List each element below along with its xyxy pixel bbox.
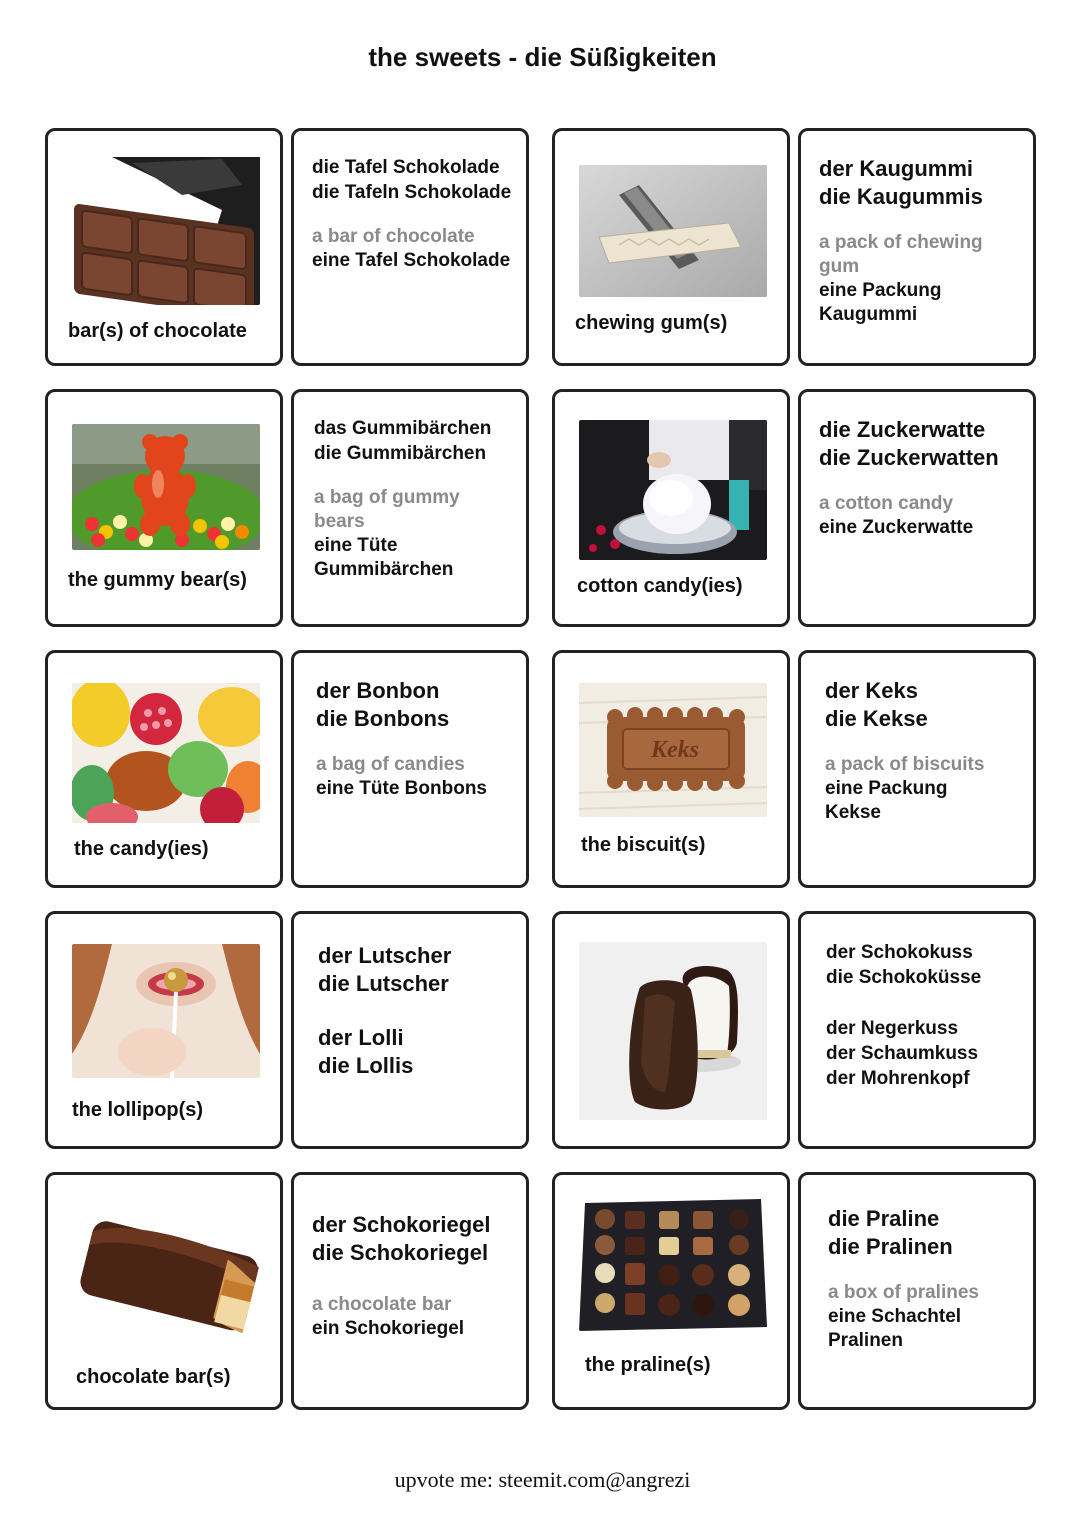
gummy-bears-image [72, 424, 260, 550]
picture-card-cotton-candy [552, 389, 790, 627]
example-german: eine Zuckerwatte [819, 517, 974, 538]
card-caption: the gummy bear(s) [68, 569, 247, 591]
word-card-lollipop [291, 911, 529, 1149]
example-german: eine Packung Kaugummi [819, 280, 942, 325]
german-plural: die Tafeln Schokolade [312, 182, 512, 203]
picture-card-pralines [552, 1172, 790, 1410]
word-card-chocolate-marshmallow [798, 911, 1036, 1149]
example-english: a bag of candies [316, 754, 465, 775]
german-singular: die Tafel Schokolade [312, 157, 500, 178]
picture-card-chocolate [45, 128, 283, 366]
chewing-gum-image [579, 165, 767, 297]
example-english: a pack of biscuits [825, 754, 985, 775]
german-plural: die Zuckerwatten [819, 445, 999, 470]
german-singular: der Kaugummi [819, 156, 974, 181]
german-plural: die Lutscher [318, 971, 449, 996]
german-alt-3: der Mohrenkopf [826, 1068, 970, 1089]
example-german: eine Packung Kekse [825, 778, 948, 823]
picture-card-chocolate-marshmallow [552, 911, 790, 1149]
german-singular: der Schokoriegel [312, 1212, 491, 1237]
card-caption: the praline(s) [585, 1354, 711, 1376]
word-card-chewing-gum [798, 128, 1036, 366]
german-singular: der Lutscher [318, 943, 452, 968]
example-english: a bag of gummy bears [314, 487, 460, 532]
german-plural: die Schokoküsse [826, 967, 982, 988]
word-card-biscuit [798, 650, 1036, 888]
card-caption: the lollipop(s) [72, 1099, 204, 1121]
german-alt-plural: die Lollis [318, 1053, 414, 1078]
example-german: eine Tüte Gummibärchen [314, 535, 454, 580]
german-plural: die Gummibärchen [314, 443, 487, 464]
german-plural: die Bonbons [316, 706, 450, 731]
chocolate-bar-image [72, 155, 260, 305]
german-plural: die Schokoriegel [312, 1240, 489, 1265]
german-plural: die Pralinen [828, 1234, 953, 1259]
example-german: ein Schokoriegel [312, 1318, 465, 1339]
candies-image [72, 683, 260, 823]
card-caption: chocolate bar(s) [76, 1366, 231, 1388]
german-plural: die Kaugummis [819, 184, 983, 209]
word-card-pralines [798, 1172, 1036, 1410]
chocolate-bar-image [72, 1201, 260, 1351]
german-singular: die Zuckerwatte [819, 417, 986, 442]
picture-card-chewing-gum [552, 128, 790, 366]
card-caption: bar(s) of chocolate [68, 320, 247, 342]
german-alt-2: der Schaumkuss [826, 1043, 979, 1064]
picture-card-gummy-bears [45, 389, 283, 627]
example-english: a chocolate bar [312, 1294, 452, 1315]
example-english: a cotton candy [819, 493, 954, 514]
card-caption: the candy(ies) [74, 838, 209, 860]
word-card-gummy-bears [291, 389, 529, 627]
german-singular: der Schokokuss [826, 942, 973, 963]
cotton-candy-image [579, 420, 767, 560]
german-alt-1: der Negerkuss [826, 1018, 959, 1039]
word-card-chocolate-bar [291, 1172, 529, 1410]
biscuit-image-text: Keks [651, 737, 699, 763]
pralines-image [579, 1199, 767, 1331]
picture-card-candies [45, 650, 283, 888]
example-english: a box of pralines [828, 1282, 979, 1303]
word-card-chocolate [291, 128, 529, 366]
word-card-candies [291, 650, 529, 888]
card-caption: chewing gum(s) [575, 312, 728, 334]
german-plural: die Kekse [825, 706, 928, 731]
german-singular: der Bonbon [316, 678, 440, 703]
word-card-cotton-candy [798, 389, 1036, 627]
lollipop-image [72, 944, 260, 1078]
example-german: eine Schachtel Pralinen [828, 1306, 962, 1351]
picture-card-biscuit [552, 650, 790, 888]
example-english: a pack of chewing gum [819, 232, 983, 277]
german-alt-singular: der Lolli [318, 1025, 404, 1050]
biscuit-image [579, 683, 767, 817]
picture-card-chocolate-bar [45, 1172, 283, 1410]
example-english: a bar of chocolate [312, 226, 475, 247]
picture-card-lollipop [45, 911, 283, 1149]
footer-credit: upvote me: steemit.com@angrezi [394, 1467, 691, 1492]
german-singular: das Gummibärchen [314, 418, 492, 439]
chocolate-marshmallow-image [579, 942, 767, 1120]
card-caption: the biscuit(s) [581, 834, 706, 856]
example-german: eine Tüte Bonbons [316, 778, 487, 799]
german-singular: die Praline [828, 1206, 940, 1231]
page-title: the sweets - die Süßigkeiten [368, 42, 717, 72]
german-singular: der Keks [825, 678, 918, 703]
card-caption: cotton candy(ies) [577, 575, 743, 597]
example-german: eine Tafel Schokolade [312, 250, 511, 271]
